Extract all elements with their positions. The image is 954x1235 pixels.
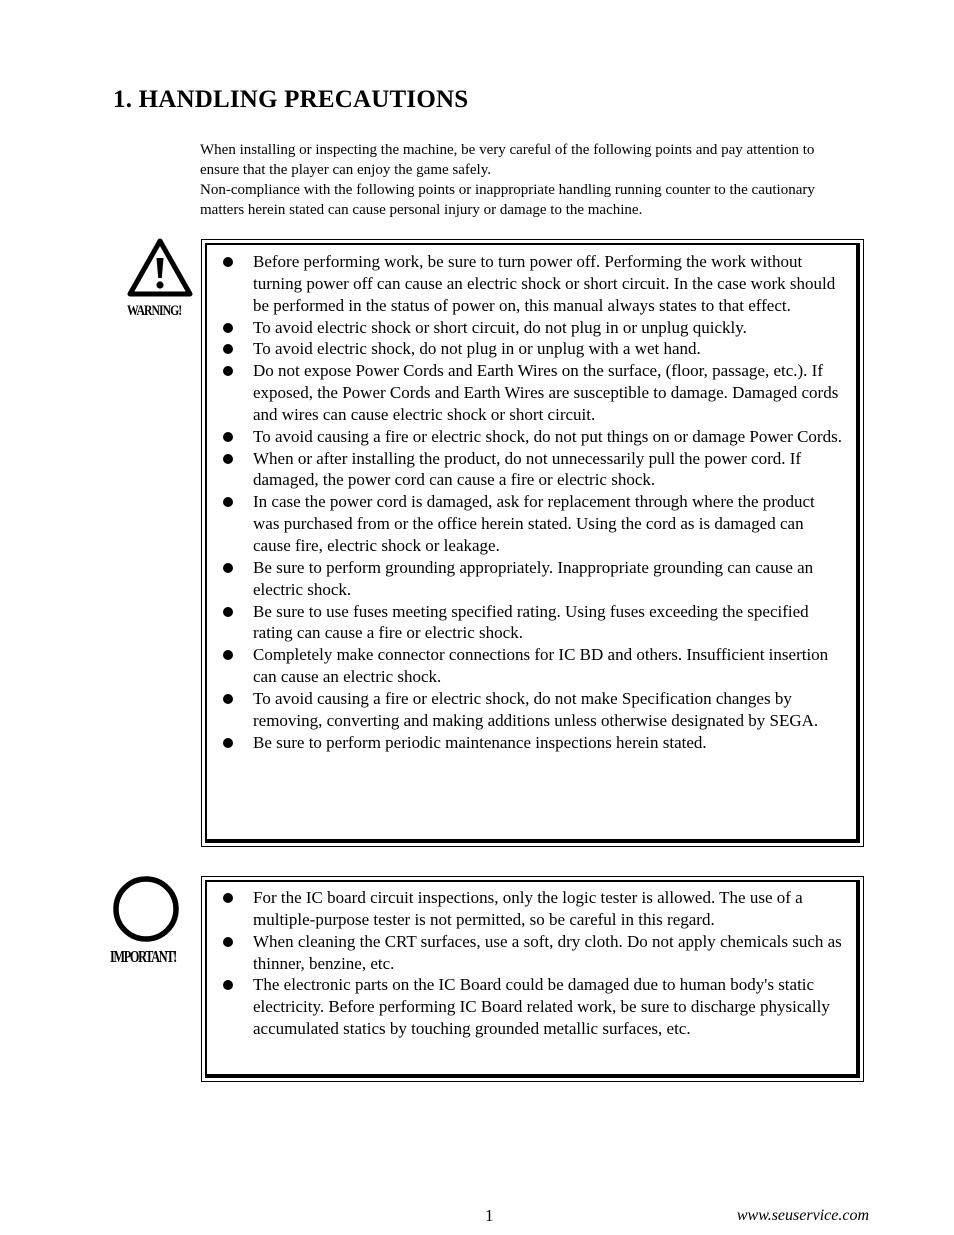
intro-paragraph: Non-compliance with the following points or inappropriate handling running counter to the cautionary matters herein stated can cause personal injury or damage to the machine.	[200, 182, 815, 218]
bullet-icon	[223, 344, 233, 354]
list-item: Do not expose Power Cords and Earth Wires on the surface, (floor, passage, etc.). If exposed, the Power Cords and Earth Wires are susceptible to damage. Damaged cords and wires can cause electric shock or short circuit.	[220, 360, 845, 426]
list-item: When or after installing the product, do not unnecessarily pull the power cord. If damaged, the power cord can cause a fire or electric shock.	[220, 448, 845, 492]
list-item: Be sure to perform periodic maintenance inspections herein stated.	[220, 732, 845, 754]
bullet-icon	[223, 694, 233, 704]
list-item: Completely make connector connections for IC BD and others. Insufficient insertion can cause an electric shock.	[220, 644, 845, 688]
important-label: IMPORTANT!	[110, 947, 176, 966]
bullet-icon	[223, 323, 233, 333]
list-item: The electronic parts on the IC Board could be damaged due to human body's static electricity. Before performing IC Board related work, be sure to discharge physically accumulated statics by touching grounded metallic surfaces, etc.	[220, 974, 845, 1040]
list-item: To avoid electric shock, do not plug in or unplug with a wet hand.	[220, 338, 845, 360]
bullet-icon	[223, 893, 233, 903]
website-url: www.seuservice.com	[736, 1207, 869, 1224]
page-number: 1	[485, 1206, 494, 1225]
list-item: Before performing work, be sure to turn power off. Performing the work without turning power off can cause an electric shock or short circuit. In the case work should be performed in the status of power on, this manual always states to that effect.	[220, 251, 845, 317]
list-item: Be sure to perform grounding appropriately. Inappropriate grounding can cause an electric shock.	[220, 557, 845, 601]
bullet-icon	[223, 738, 233, 748]
page-title: 1. HANDLING PRECAUTIONS	[113, 86, 469, 113]
warning-list	[220, 251, 845, 753]
bullet-icon	[223, 563, 233, 573]
bullet-icon	[223, 454, 233, 464]
bullet-icon	[223, 937, 233, 947]
intro-paragraph: When installing or inspecting the machine, be very careful of the following points and pay attention to ensure that the player can enjoy the game safely.	[200, 142, 815, 178]
intro-text	[200, 140, 840, 220]
list-item: In case the power cord is damaged, ask for replacement through where the product was purchased from or the office herein stated. Using the cord as is damaged can cause fire, electric shock or leakage.	[220, 491, 845, 557]
list-item: Be sure to use fuses meeting specified rating. Using fuses exceeding the specified rating can cause a fire or electric shock.	[220, 601, 845, 645]
list-item: When cleaning the CRT surfaces, use a soft, dry cloth. Do not apply chemicals such as thinner, benzine, etc.	[220, 931, 845, 975]
bullet-icon	[223, 497, 233, 507]
bullet-icon	[223, 432, 233, 442]
warning-triangle-icon	[126, 238, 194, 302]
list-item: To avoid causing a fire or electric shock, do not put things on or damage Power Cords.	[220, 426, 845, 448]
bullet-icon	[223, 980, 233, 990]
list-item: For the IC board circuit inspections, only the logic tester is allowed. The use of a multiple-purpose tester is not permitted, so be careful in this regard.	[220, 887, 845, 931]
important-circle-icon	[111, 874, 181, 944]
bullet-icon	[223, 650, 233, 660]
bullet-icon	[223, 366, 233, 376]
list-item: To avoid electric shock or short circuit, do not plug in or unplug quickly.	[220, 317, 845, 339]
list-item: To avoid causing a fire or electric shock, do not make Specification changes by removing, converting and making additions unless otherwise designated by SEGA.	[220, 688, 845, 732]
important-list	[220, 887, 845, 1040]
warning-label: WARNING!	[127, 303, 182, 319]
bullet-icon	[223, 257, 233, 267]
bullet-icon	[223, 607, 233, 617]
